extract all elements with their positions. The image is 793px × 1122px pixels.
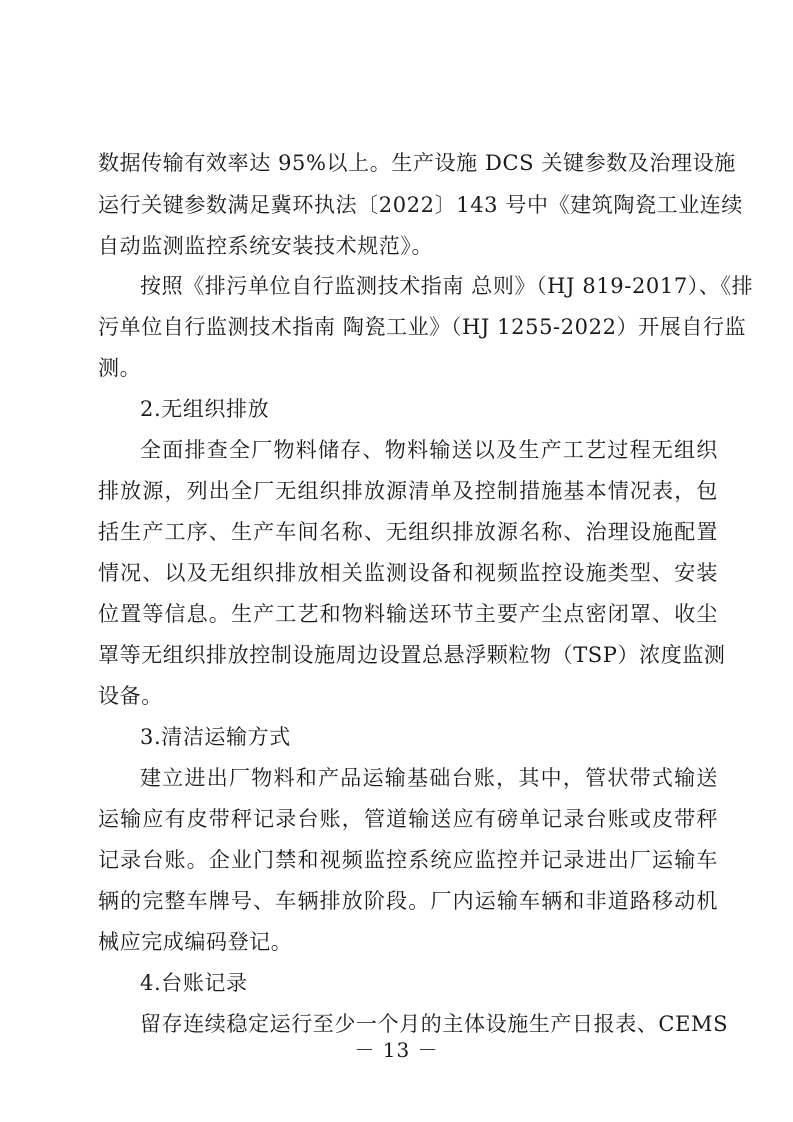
page-number: － 13 － bbox=[354, 1038, 439, 1062]
text-line: 设备。 bbox=[98, 684, 163, 708]
text-line: 位置等信息。生产工艺和物料输送环节主要产尘点密闭罩、收尘 bbox=[98, 602, 718, 626]
text-line: 运输应有皮带秤记录台账，管道输送应有磅单记录台账或皮带秤 bbox=[98, 807, 718, 831]
text-line: 运行关键参数满足冀环执法〔2022〕143 号中《建筑陶瓷工业连续 bbox=[98, 193, 743, 217]
text-line: 全面排查全厂物料储存、物料输送以及生产工艺过程无组织 bbox=[140, 438, 718, 462]
text-line: 械应完成编码登记。 bbox=[98, 930, 293, 954]
text-line: 留存连续稳定运行至少一个月的主体设施生产日报表、CEMS bbox=[140, 1012, 729, 1036]
text-line: 排放源，列出全厂无组织排放源清单及控制措施基本情况表，包 bbox=[98, 479, 718, 503]
section-heading: 3.清洁运输方式 bbox=[140, 725, 291, 749]
text-line: 建立进出厂物料和产品运输基础台账，其中，管状带式输送 bbox=[140, 766, 718, 790]
text-line: 情况、以及无组织排放相关监测设备和视频监控设施类型、安装 bbox=[98, 561, 718, 585]
text-line: 辆的完整车牌号、车辆排放阶段。厂内运输车辆和非道路移动机 bbox=[98, 889, 718, 913]
text-line: 按照《排污单位自行监测技术指南 总则》（HJ 819-2017）、《排 bbox=[140, 274, 754, 298]
text-line: 括生产工序、生产车间名称、无组织排放源名称、治理设施配置 bbox=[98, 520, 718, 544]
text-line: 测。 bbox=[98, 356, 142, 380]
text-line: 自动监测监控系统安装技术规范》。 bbox=[98, 234, 434, 258]
text-line: 记录台账。企业门禁和视频监控系统应监控并记录进出厂运输车 bbox=[98, 848, 718, 872]
section-heading: 4.台账记录 bbox=[140, 971, 248, 995]
text-line: 数据传输有效率达 95%以上。生产设施 DCS 关键参数及治理设施 bbox=[98, 151, 736, 175]
text-line: 污单位自行监测技术指南 陶瓷工业》（HJ 1255-2022）开展自行监 bbox=[98, 315, 747, 339]
text-line: 罩等无组织排放控制设施周边设置总悬浮颗粒物（TSP）浓度监测 bbox=[98, 643, 726, 667]
section-heading: 2.无组织排放 bbox=[140, 397, 270, 421]
